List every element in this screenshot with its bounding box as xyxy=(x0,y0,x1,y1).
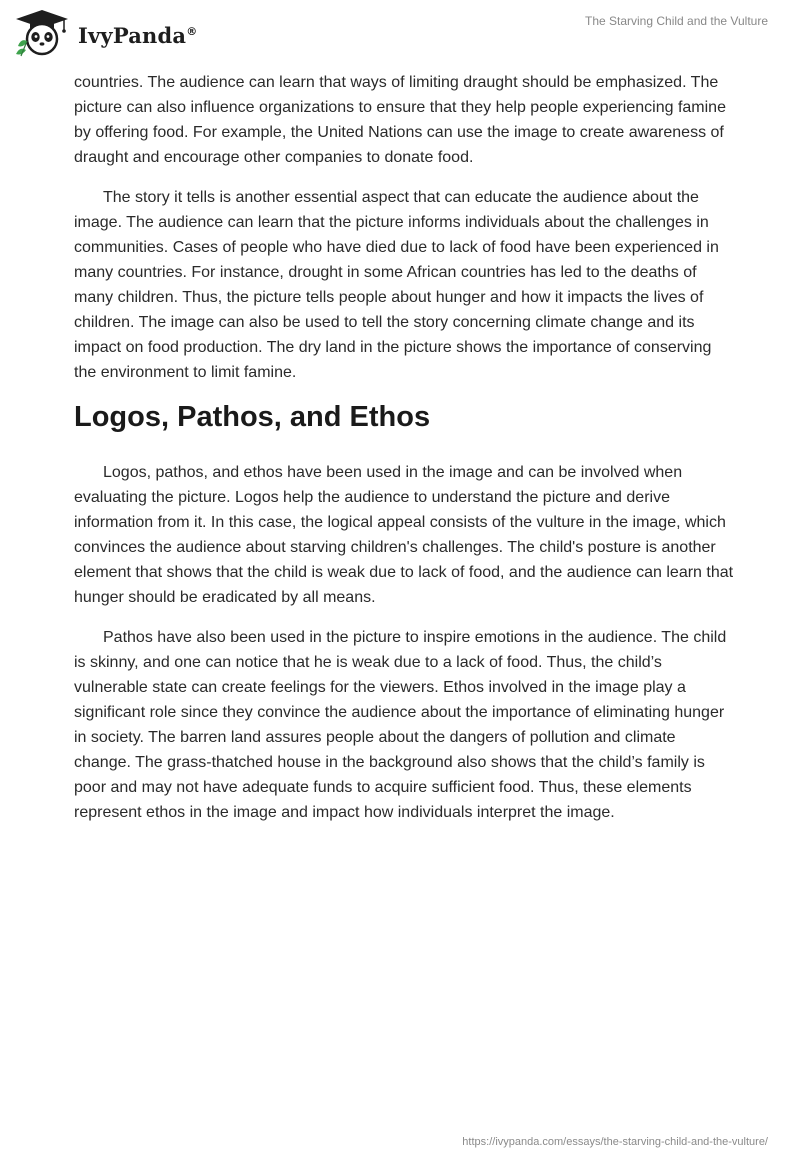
paragraph-3: Logos, pathos, and ethos have been used in the image and can be involved when evaluating the picture. Logos help the audience to understand the picture and derive information from it. In this case, the logical appeal consists of the vulture in the image, which convinces the audience about starving children's challenges. The child's posture is another element that shows that the child is weak due to lack of food, and the audience can learn that hunger should be eradicated by all means. xyxy=(74,464,734,606)
paragraph-2: The story it tells is another essential aspect that can educate the audience about the image. The audience can learn that the picture informs individuals about the challenges in communities. Cases of people who have died due to lack of food have been experienced in many countries. For instance, drought in some African countries has led to the deaths of many children. Thus, the picture tells people about hunger and how it impacts the lives of children. The image can also be used to tell the story concerning climate change and its impact on food production. The dry land in the picture shows the importance of conserving the environment to limit famine. xyxy=(74,189,719,381)
source-url[interactable]: https://ivypanda.com/essays/the-starving-child-and-the-vulture/ xyxy=(462,1136,768,1148)
paragraph-4: Pathos have also been used in the picture to inspire emotions in the audience. The child is skinny, and one can notice that he is weak due to a lack of food. Thus, the child’s vulnerable state can create feelings for the viewers. Ethos involved in the image play a significant role since they convince the audience about the importance of eliminating hunger in society. The barren land assures people about the dangers of pollution and climate change. The grass-thatched house in the background also shows that the child’s family is poor and may not have adequate funds to acquire sufficient food. Thus, these elements represent ethos in the image and impact how individuals interpret the image. xyxy=(74,629,727,821)
section-heading: Logos, Pathos, and Ethos xyxy=(74,401,431,433)
document-title: The Starving Child and the Vulture xyxy=(585,14,768,28)
paragraph-1: countries. The audience can learn that ways of limiting draught should be emphasized. The picture can also influence organizations to ensure that they help people experiencing famine by offering food. For example, the United Nations can use the image to create awareness of draught and encourage other companies to donate food. xyxy=(74,74,726,166)
brand-name: IvyPanda® xyxy=(78,22,198,48)
registered-mark: ® xyxy=(186,24,198,38)
page-header xyxy=(0,0,800,70)
brand-logo[interactable] xyxy=(12,8,197,58)
essay-content xyxy=(74,70,734,840)
panda-logo-icon xyxy=(12,8,72,58)
